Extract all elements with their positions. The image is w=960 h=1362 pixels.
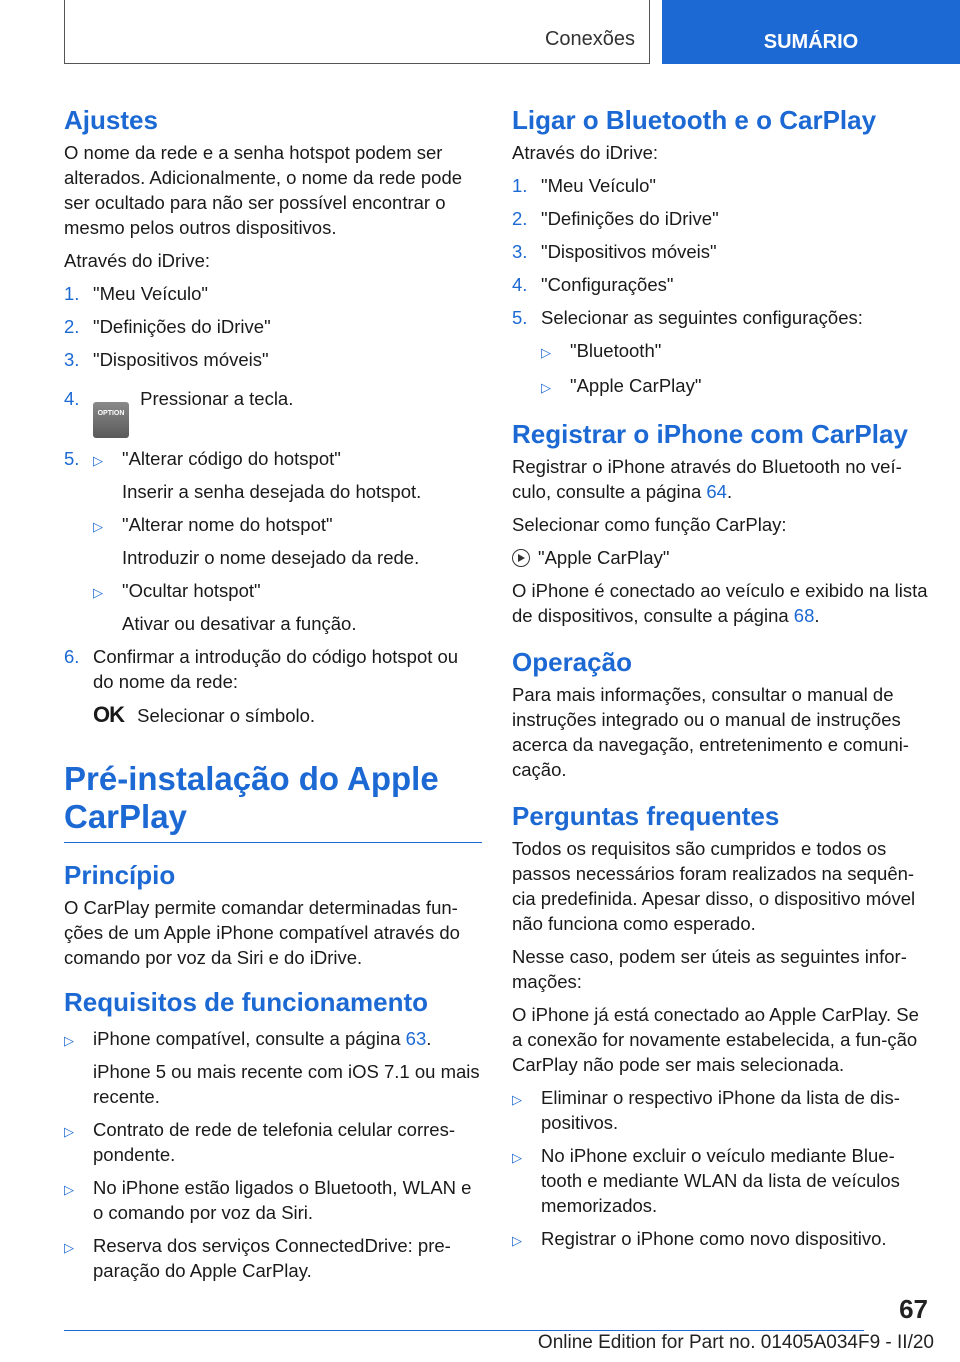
sub-item: ▷ "Alterar nome do hotspot" Introduzir o nome desejado da rede. xyxy=(93,514,420,568)
triangle-bullet-icon: ▷ xyxy=(512,1092,522,1107)
header-section-title: Conexões xyxy=(544,28,635,50)
list-item: 1. "Meu Veículo" xyxy=(64,283,208,304)
registrar-paragraph-1: Registrar o iPhone através do Bluetooth no veí‐culo, consulte a página 64. xyxy=(512,456,902,502)
list-item: ▷ Reserva dos serviços ConnectedDrive: pre‐paração do Apple CarPlay. xyxy=(64,1235,451,1281)
triangle-bullet-icon: ▷ xyxy=(93,585,103,600)
sub-item: ▷ "Alterar código do hotspot" Inserir a senha desejada do hotspot. xyxy=(93,448,422,502)
page-link-64[interactable]: 64 xyxy=(706,481,727,502)
perguntas-paragraph-2: Nesse caso, podem ser úteis as seguintes infor‐mações: xyxy=(512,946,907,992)
list-item: 6. Confirmar a introdução do código hotspot ou do nome da rede: OK Selecionar o símbolo. xyxy=(64,646,459,727)
option-button-icon: OPTION xyxy=(93,402,129,438)
triangle-bullet-icon: ▷ xyxy=(512,1150,522,1165)
page-number: 67 xyxy=(899,1294,928,1324)
list-item: 3. "Dispositivos móveis" xyxy=(64,349,269,370)
footer-divider xyxy=(64,1330,864,1331)
registrar-paragraph-4: O iPhone é conectado ao veículo e exibido na lista de dispositivos, consulte a página 68. xyxy=(512,580,928,626)
operacao-heading: Operação xyxy=(512,647,632,677)
footer-edition: Online Edition for Part no. 01405A034F9 - II/20 xyxy=(537,1332,934,1353)
registrar-paragraph-2: Selecionar como função CarPlay: xyxy=(512,514,787,535)
triangle-bullet-icon: ▷ xyxy=(64,1033,74,1048)
sub-item: ▷ "Apple CarPlay" xyxy=(541,373,928,400)
triangle-bullet-icon: ▷ xyxy=(64,1182,74,1197)
requisitos-heading: Requisitos de funcionamento xyxy=(64,987,429,1017)
preinstalacao-heading: Pré-instalação do Apple CarPlay xyxy=(64,760,439,835)
registrar-heading: Registrar o iPhone com CarPlay xyxy=(512,419,908,449)
list-item: ▷ No iPhone estão ligados o Bluetooth, WLAN e o comando por voz da Siri. xyxy=(64,1177,472,1223)
triangle-bullet-icon: ▷ xyxy=(64,1124,74,1139)
triangle-bullet-icon: ▷ xyxy=(541,380,551,395)
list-item: 2. "Definições do iDrive" xyxy=(64,316,271,337)
principio-heading: Princípio xyxy=(64,860,176,890)
list-item: 4. OPTION Pressionar a tecla. xyxy=(64,386,482,438)
perguntas-heading: Perguntas frequentes xyxy=(512,801,780,831)
ajustes-paragraph: O nome da rede e a senha hotspot podem ser alterados. Adicionalmente, o nome da rede pode ser ocultado para não ser possível encontrar o mesmo pelos outros dispositivos. xyxy=(64,142,463,238)
list-item: ▷ Contrato de rede de telefonia celular corres‐pondente. xyxy=(64,1119,455,1165)
ajustes-heading: Ajustes xyxy=(64,105,158,135)
list-item: ▷ No iPhone excluir o veículo mediante Blue‐tooth e mediante WLAN da lista de veículos memorizados. xyxy=(512,1145,900,1216)
list-item: ▷ iPhone compatível, consulte a página 63. iPhone 5 ou mais recente com iOS 7.1 ou mais recente. xyxy=(64,1028,480,1107)
perguntas-paragraph-1: Todos os requisitos são cumpridos e todos os passos necessários foram realizados na sequên‐cia predefinida. Apesar disso, o dispositivo móvel não funciona como esperado. xyxy=(512,838,916,934)
section-divider xyxy=(64,842,482,843)
operacao-paragraph: Para mais informações, consultar o manual de instruções integrado ou o manual de instruções acerca da navegação, entretenimento e comuni‐cação. xyxy=(512,684,909,780)
principio-paragraph: O CarPlay permite comandar determinadas fun‐ções de um Apple iPhone compatível através do comando por voz da Siri e do iDrive. xyxy=(64,897,460,968)
ajustes-idrive-text: Através do iDrive: xyxy=(64,250,210,271)
summary-button[interactable]: SUMÁRIO xyxy=(662,0,960,64)
triangle-bullet-icon: ▷ xyxy=(93,519,103,534)
play-circle-icon xyxy=(512,549,530,567)
list-item: 2. "Definições do iDrive" xyxy=(512,208,719,229)
ok-symbol-icon: OK xyxy=(93,702,124,727)
ligar-heading: Ligar o Bluetooth e o CarPlay xyxy=(512,105,877,135)
sub-item: ▷ "Bluetooth" xyxy=(541,338,928,365)
triangle-bullet-icon: ▷ xyxy=(512,1233,522,1248)
list-item: ▷ Registrar o iPhone como novo dispositivo. xyxy=(512,1226,928,1253)
list-item: ▷ Eliminar o respectivo iPhone da lista de dis‐positivos. xyxy=(512,1087,900,1133)
sub-item: ▷ "Ocultar hotspot" Ativar ou desativar a função. xyxy=(93,580,357,634)
list-item: 3. "Dispositivos móveis" xyxy=(512,241,717,262)
header-section-box xyxy=(64,0,650,64)
list-item: 1. "Meu Veículo" xyxy=(512,175,656,196)
list-item: 5. ▷ "Alterar código do hotspot" Inserir a senha desejada do hotspot. ▷ "Alterar nome do hotspot" Introduzir o nome desejado da rede. ▷ "Ocultar hotspot" Ativar ou desativar a função. xyxy=(64,446,482,636)
registrar-paragraph-3: "Apple CarPlay" xyxy=(512,545,928,570)
triangle-bullet-icon: ▷ xyxy=(93,453,103,468)
ligar-idrive-text: Através do iDrive: xyxy=(512,142,658,163)
right-column xyxy=(512,96,928,1261)
perguntas-paragraph-3: O iPhone já está conectado ao Apple CarPlay. Se a conexão for novamente estabelecida, a fun‐ção CarPlay não pode ser mais selecionada. xyxy=(512,1004,919,1075)
list-item: 4. "Configurações" xyxy=(512,274,674,295)
page-link-68[interactable]: 68 xyxy=(793,605,815,626)
page-link-63[interactable]: 63 xyxy=(405,1028,427,1049)
left-column xyxy=(64,96,482,1291)
triangle-bullet-icon: ▷ xyxy=(64,1240,74,1255)
triangle-bullet-icon: ▷ xyxy=(541,345,551,360)
list-item: 5. Selecionar as seguintes configurações: ▷ "Bluetooth" ▷ "Apple CarPlay" xyxy=(512,305,928,400)
